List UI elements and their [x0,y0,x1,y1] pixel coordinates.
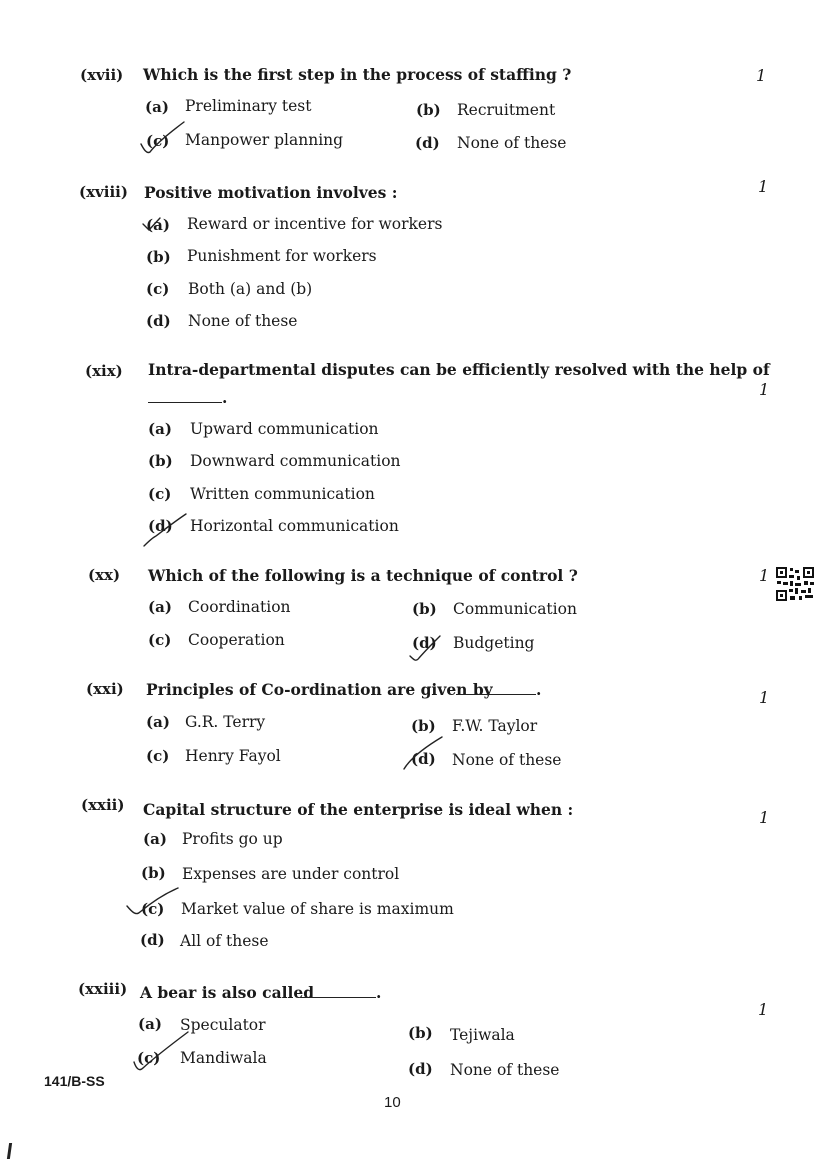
option-label: (b) [141,864,166,882]
option-text: Preliminary test [185,97,312,115]
option-label: (b) [412,600,437,618]
qr-code-icon [775,566,815,602]
question-number: (xviii) [79,183,128,201]
option-label: (b) [148,452,173,470]
option-text: Cooperation [188,631,285,649]
question-number: (xxii) [81,796,125,814]
option-text: Henry Fayol [185,747,281,765]
question-marks: 1 [758,177,769,196]
tick-mark-icon [406,632,444,664]
tick-mark-icon [130,1030,192,1076]
option-label: (a) [145,98,169,116]
question-text: A bear is also called [140,983,315,1002]
option-label: (d) [148,517,173,535]
answer-blank [300,983,381,1002]
option-label: (c) [148,485,172,503]
question-number: (xxi) [86,680,124,698]
option-label: (b) [408,1024,433,1042]
answer-blank [148,388,227,407]
option-label: (b) [146,248,171,266]
tick-mark-icon [138,118,188,160]
option-label: (c) [146,747,170,765]
page-number: 10 [384,1094,401,1111]
scan-mark [7,1143,12,1159]
blank-end: . [536,680,542,699]
option-text: F.W. Taylor [452,717,538,735]
option-text: Written communication [190,485,375,503]
option-text: Downward communication [190,452,401,470]
option-text: Profits go up [182,830,283,848]
option-label: (c) [146,280,170,298]
blank-end: . [376,983,382,1002]
option-label: (d) [146,312,171,330]
option-text: Manpower planning [185,131,344,149]
paper-code: 141/B-SS [44,1073,105,1089]
option-text: Tejiwala [450,1026,515,1044]
option-text: Reward or incentive for workers [187,215,443,233]
question-text: Principles of Co-ordination are given by [146,680,493,699]
option-text: Horizontal communication [190,517,399,535]
option-label: (d) [408,1060,433,1078]
question-number: (xix) [85,362,123,380]
question-text: Intra-departmental disputes can be efficiently resolved with the help of [148,360,770,379]
question-marks: 1 [756,66,767,85]
question-number: (xvii) [80,66,124,84]
question-marks: 1 [759,688,770,707]
option-text: G.R. Terry [185,713,266,731]
option-text: Recruitment [457,101,556,119]
option-label: (d) [415,134,440,152]
option-label: (b) [411,717,436,735]
option-label: (a) [138,1015,162,1033]
option-text: Communication [453,600,577,618]
tick-mark-icon [138,512,190,552]
option-text: Budgeting [453,634,535,652]
question-marks: 1 [759,380,770,399]
option-text: Speculator [180,1016,266,1034]
question-number: (xx) [88,566,121,584]
option-label: (d) [411,750,436,768]
tick-mark-icon [400,735,446,775]
option-text: None of these [450,1061,560,1079]
tick-mark-icon [124,886,182,922]
blank-end: . [222,388,228,407]
option-text: None of these [457,134,567,152]
option-label: (a) [148,598,172,616]
option-text: Market value of share is maximum [181,900,454,918]
question-number: (xxiii) [78,980,128,998]
option-label: (a) [146,713,170,731]
option-text: None of these [452,751,562,769]
tick-mark-icon [140,214,164,236]
option-label: (a) [146,216,170,234]
answer-blank [456,680,541,699]
option-text: Mandiwala [180,1049,267,1067]
option-label: (d) [140,931,165,949]
question-text: Which of the following is a technique of control ? [148,566,578,585]
option-text: Expenses are under control [182,865,400,883]
option-label: (a) [148,420,172,438]
option-text: Punishment for workers [187,247,377,265]
option-label: (a) [143,830,167,848]
option-text: All of these [180,932,269,950]
question-text: Which is the first step in the process of staffing ? [143,65,572,84]
option-label: (c) [146,132,170,150]
question-marks: 1 [759,566,770,585]
option-text: None of these [188,312,298,330]
option-label: (c) [137,1049,161,1067]
option-label: (d) [412,634,437,652]
question-marks: 1 [758,1000,769,1019]
option-label: (b) [416,101,441,119]
question-text: Capital structure of the enterprise is ideal when : [143,800,574,819]
option-text: Upward communication [190,420,379,438]
option-text: Both (a) and (b) [188,280,313,298]
question-text: Positive motivation involves : [144,183,398,202]
option-label: (c) [148,631,172,649]
option-label: (c) [141,900,165,918]
option-text: Coordination [188,598,291,616]
question-marks: 1 [759,808,770,827]
